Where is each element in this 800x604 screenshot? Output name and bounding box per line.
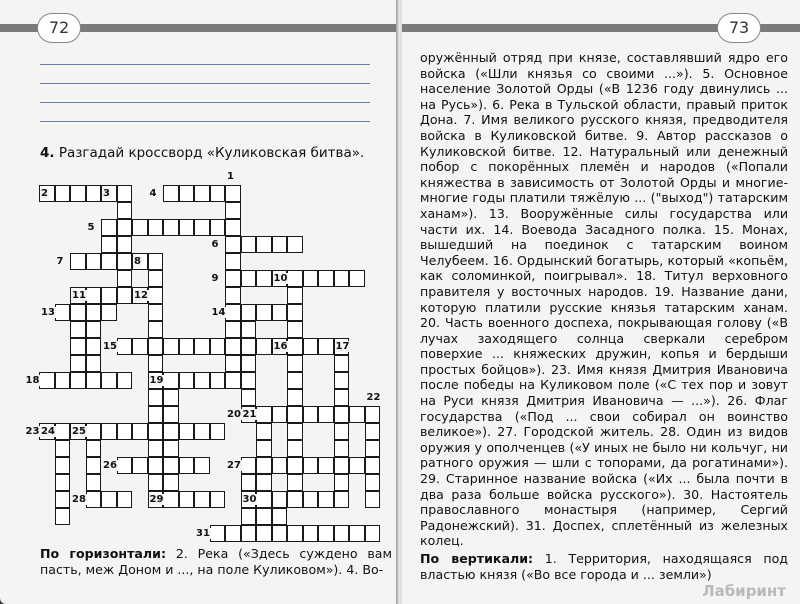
crossword-cell[interactable] [194, 423, 210, 440]
crossword-cell[interactable] [287, 474, 303, 491]
crossword-cell[interactable] [241, 270, 257, 287]
crossword-cell[interactable] [163, 406, 179, 423]
crossword-cell[interactable] [55, 457, 71, 474]
crossword-cell[interactable] [179, 491, 195, 508]
crossword-cell[interactable] [163, 372, 179, 389]
right-page [402, 0, 800, 604]
crossword-number-5: 5 [87, 222, 95, 233]
crossword-cell[interactable] [225, 525, 241, 542]
crossword-cell[interactable] [148, 406, 164, 423]
crossword-number-15: 15 [103, 341, 117, 352]
crossword-cell[interactable] [117, 372, 133, 389]
crossword-cell[interactable] [179, 423, 195, 440]
crossword-cell[interactable] [210, 491, 226, 508]
task-label: 4. [40, 145, 55, 161]
crossword-cell[interactable] [148, 440, 164, 457]
crossword-cell[interactable] [163, 457, 179, 474]
crossword-cell[interactable] [86, 304, 102, 321]
crossword-cell[interactable] [163, 338, 179, 355]
crossword-cell[interactable] [256, 525, 272, 542]
crossword-cell[interactable] [287, 406, 303, 423]
crossword-cell[interactable] [163, 389, 179, 406]
crossword-cell[interactable] [256, 474, 272, 491]
crossword-cell[interactable] [148, 423, 164, 440]
crossword-cell[interactable] [272, 491, 288, 508]
crossword-cell[interactable] [101, 423, 117, 440]
page-number-left: 72 [38, 14, 80, 42]
crossword-number-9: 9 [211, 273, 219, 284]
crossword-cell[interactable] [318, 457, 334, 474]
crossword-cell[interactable] [241, 304, 257, 321]
crossword-cell[interactable] [303, 525, 319, 542]
crossword-cell[interactable] [132, 219, 148, 236]
crossword-cell[interactable] [86, 457, 102, 474]
crossword-cell[interactable] [148, 338, 164, 355]
crossword-number-6: 6 [211, 239, 219, 250]
crossword-cell[interactable] [70, 321, 86, 338]
crossword-cell[interactable] [55, 185, 71, 202]
crossword-cell[interactable] [303, 457, 319, 474]
crossword-number-27: 27 [227, 460, 241, 471]
crossword-cell[interactable] [86, 287, 102, 304]
task-text: Разгадай кроссворд «Куликовская битва». [58, 145, 365, 161]
crossword-cell[interactable] [55, 474, 71, 491]
crossword-cell[interactable] [334, 270, 350, 287]
crossword-number-30: 30 [242, 494, 257, 505]
crossword-cell[interactable] [225, 253, 241, 270]
crossword-cell[interactable] [225, 219, 241, 236]
crossword-cell[interactable] [303, 270, 319, 287]
crossword-cell[interactable] [117, 423, 133, 440]
crossword-cell[interactable] [225, 270, 241, 287]
crossword-cell[interactable] [148, 219, 164, 236]
crossword-cell[interactable] [163, 185, 179, 202]
crossword-cell[interactable] [256, 338, 272, 355]
crossword-cell[interactable] [101, 304, 117, 321]
crossword-cell[interactable] [55, 304, 71, 321]
crossword-number-20: 20 [227, 409, 241, 420]
crossword-cell[interactable] [334, 474, 350, 491]
watermark: Лабиринт [702, 582, 786, 600]
crossword-cell[interactable] [117, 457, 133, 474]
crossword-cell[interactable] [70, 338, 86, 355]
crossword-cell[interactable] [287, 321, 303, 338]
crossword-cell[interactable] [241, 338, 257, 355]
crossword-cell[interactable] [210, 423, 226, 440]
crossword-grid [0, 0, 398, 604]
crossword-number-26: 26 [103, 460, 117, 471]
crossword-cell[interactable] [334, 525, 350, 542]
crossword-cell[interactable] [148, 389, 164, 406]
crossword-cell[interactable] [117, 202, 133, 219]
crossword-cell[interactable] [132, 338, 148, 355]
crossword-cell[interactable] [287, 423, 303, 440]
crossword-number-8: 8 [134, 256, 141, 267]
crossword-cell[interactable] [148, 287, 164, 304]
crossword-cell[interactable] [179, 219, 195, 236]
crossword-cell[interactable] [241, 355, 257, 372]
crossword-cell[interactable] [225, 202, 241, 219]
crossword-cell[interactable] [148, 457, 164, 474]
crossword-cell[interactable] [86, 185, 102, 202]
crossword-cell[interactable] [101, 236, 117, 253]
crossword-cell[interactable] [241, 372, 257, 389]
crossword-cell[interactable] [70, 253, 86, 270]
crossword-number-10: 10 [273, 273, 288, 284]
horizontal-text: 2. Река («Здесь суждено вам пасть, меж Доном и ..., на поле Куликовом»). 4. Во- [40, 546, 392, 577]
crossword-cell[interactable] [225, 321, 241, 338]
crossword-cell[interactable] [101, 372, 117, 389]
clues-continued: оружённый отряд при князе, составлявший ядро его войска («Шли князья со своими ...»). 5. Основное население Золотой Орды («В 1236 году двинулись ... на Русь»). 6. Река в Тульской области, правый приток Дона. 7. Имя великого русского князя, предводителя войска в Куликовской битве. 9. Автор рассказов о Куликовской битве. 12. Натуральный или денежный побор с покорённых племён и народов («Попали княжества в зависимость от Золотой Орды и многие-многие годы платили тяжёлую ... ("выход") татарским ханам»). 13. Вооружённые силы государства или части их. 14. Воевода Засадного полка. 15. Монах, вышедший на поединок с татарским воином Челубеем. 16. Ордынский богатырь, который «копьём, как соломинкой, поигрывал». 18. Титул верховного правителя у восточных народов. 19. Название дани, которую платили русские князья татарским ханам. 20. Часть военного доспеха, покрывающая голову («В лучах заходящего солнца сверкали серебром поверхие ... княжеских дружин, копья и бердыши простых бойцов»). 23. Имя князя Дмитрия Ивановича после победы на Куликовом поле («С тех пор и зовут на Руси князя Дмитрия Ивановича — ...»). 26. Флаг государства («Под ... свои собирал он воинство великое»). 27. Городской житель. 28. Один из видов оружия у ополченцев («У иных не было ни кольчуг, ни ратного оружия — шли с топорами, да рогатинами»). 29. Старинное название войска («Их ... была почти в два раза больше войска русского»). 30. Настоятель православного монастыря (например, Сергий Радонежский). 31. Доспех, сплетённый из железных колец. [420, 50, 788, 549]
crossword-cell[interactable] [256, 508, 272, 525]
crossword-cell[interactable] [163, 423, 179, 440]
crossword-cell[interactable] [117, 236, 133, 253]
crossword-cell[interactable] [303, 338, 319, 355]
crossword-number-29: 29 [149, 494, 164, 505]
crossword-cell[interactable] [117, 270, 133, 287]
crossword-cell[interactable] [256, 406, 272, 423]
crossword-cell[interactable] [287, 440, 303, 457]
crossword-cell[interactable] [179, 457, 195, 474]
crossword-cell[interactable] [101, 219, 117, 236]
crossword-cell[interactable] [148, 474, 164, 491]
crossword-cell[interactable] [225, 304, 241, 321]
crossword-cell[interactable] [241, 389, 257, 406]
crossword-cell[interactable] [225, 355, 241, 372]
crossword-cell[interactable] [303, 491, 319, 508]
crossword-cell[interactable] [210, 219, 226, 236]
crossword-cell[interactable] [365, 440, 381, 457]
crossword-cell[interactable] [39, 372, 55, 389]
crossword-cell[interactable] [86, 423, 102, 440]
crossword-cell[interactable] [163, 491, 179, 508]
vertical-text: 1. Территория, находящаяся под властью князя («Во все города и ... земли») [420, 551, 788, 582]
crossword-cell[interactable] [225, 236, 241, 253]
crossword-cell[interactable] [241, 236, 257, 253]
crossword-cell[interactable] [303, 406, 319, 423]
crossword-number-18: 18 [25, 375, 40, 386]
crossword-cell[interactable] [225, 372, 241, 389]
vertical-label: По вертикали: [420, 551, 534, 566]
crossword-cell[interactable] [256, 236, 272, 253]
crossword-number-4: 4 [149, 188, 157, 199]
crossword-cell[interactable] [272, 406, 288, 423]
crossword-cell[interactable] [318, 491, 334, 508]
crossword-cell[interactable] [349, 406, 365, 423]
crossword-cell[interactable] [365, 525, 381, 542]
crossword-cell[interactable] [55, 491, 71, 508]
crossword-cell[interactable] [55, 440, 71, 457]
crossword-cell[interactable] [194, 372, 210, 389]
crossword-cell[interactable] [210, 372, 226, 389]
vertical-clues [420, 551, 788, 582]
crossword-cell[interactable] [117, 491, 133, 508]
crossword-cell[interactable] [241, 321, 257, 338]
crossword-cell[interactable] [163, 219, 179, 236]
crossword-cell[interactable] [256, 270, 272, 287]
crossword-cell[interactable] [365, 457, 381, 474]
crossword-number-23: 23 [25, 426, 40, 437]
crossword-cell[interactable] [70, 185, 86, 202]
crossword-cell[interactable] [225, 185, 241, 202]
crossword-number-3: 3 [103, 188, 110, 199]
crossword-number-2: 2 [41, 188, 48, 199]
crossword-cell[interactable] [132, 423, 148, 440]
crossword-cell[interactable] [272, 457, 288, 474]
crossword-cell[interactable] [256, 304, 272, 321]
crossword-cell[interactable] [86, 440, 102, 457]
crossword-cell[interactable] [365, 406, 381, 423]
horizontal-clues [40, 546, 392, 577]
crossword-cell[interactable] [86, 355, 102, 372]
crossword-cell[interactable] [318, 406, 334, 423]
crossword-cell[interactable] [55, 508, 71, 525]
crossword-cell[interactable] [349, 525, 365, 542]
crossword-number-7: 7 [56, 256, 64, 267]
crossword-cell[interactable] [318, 525, 334, 542]
crossword-cell[interactable] [101, 491, 117, 508]
header-band [402, 24, 718, 32]
crossword-cell[interactable] [287, 491, 303, 508]
crossword-cell[interactable] [148, 355, 164, 372]
crossword-cell[interactable] [365, 474, 381, 491]
crossword-number-25: 25 [72, 426, 86, 437]
crossword-cell[interactable] [86, 491, 102, 508]
crossword-cell[interactable] [148, 270, 164, 287]
crossword-cell[interactable] [287, 236, 303, 253]
crossword-cell[interactable] [287, 372, 303, 389]
crossword-cell[interactable] [70, 372, 86, 389]
crossword-cell[interactable] [179, 372, 195, 389]
crossword-cell[interactable] [117, 219, 133, 236]
crossword-cell[interactable] [287, 389, 303, 406]
crossword-cell[interactable] [101, 287, 117, 304]
crossword-cell[interactable] [210, 185, 226, 202]
crossword-cell[interactable] [287, 304, 303, 321]
crossword-cell[interactable] [334, 372, 350, 389]
crossword-cell[interactable] [241, 508, 257, 525]
crossword-number-14: 14 [211, 307, 226, 318]
crossword-cell[interactable] [272, 236, 288, 253]
crossword-cell[interactable] [365, 491, 381, 508]
crossword-cell[interactable] [287, 457, 303, 474]
crossword-cell[interactable] [194, 457, 210, 474]
crossword-number-11: 11 [72, 290, 86, 301]
crossword-number-1: 1 [227, 171, 234, 182]
crossword-number-28: 28 [72, 494, 86, 505]
crossword-cell[interactable] [210, 338, 226, 355]
crossword-cell[interactable] [256, 440, 272, 457]
crossword-cell[interactable] [272, 508, 288, 525]
crossword-cell[interactable] [272, 304, 288, 321]
crossword-cell[interactable] [117, 253, 133, 270]
crossword-cell[interactable] [194, 219, 210, 236]
crossword-cell[interactable] [256, 423, 272, 440]
crossword-cell[interactable] [117, 287, 133, 304]
header-band [760, 24, 800, 32]
crossword-cell[interactable] [194, 491, 210, 508]
crossword-cell[interactable] [334, 457, 350, 474]
crossword-cell[interactable] [225, 287, 241, 304]
crossword-cell[interactable] [194, 338, 210, 355]
left-page [0, 0, 398, 604]
crossword-cell[interactable] [334, 406, 350, 423]
crossword-cell[interactable] [132, 457, 148, 474]
crossword-cell[interactable] [318, 270, 334, 287]
crossword-cell[interactable] [256, 457, 272, 474]
crossword-cell[interactable] [179, 338, 195, 355]
crossword-cell[interactable] [55, 423, 71, 440]
crossword-cell[interactable] [349, 457, 365, 474]
crossword-cell[interactable] [86, 253, 102, 270]
crossword-cell[interactable] [101, 253, 117, 270]
crossword-cell[interactable] [287, 270, 303, 287]
crossword-cell[interactable] [163, 440, 179, 457]
crossword-cell[interactable] [256, 491, 272, 508]
crossword-number-21: 21 [242, 409, 257, 420]
crossword-cell[interactable] [194, 185, 210, 202]
horizontal-label: По горизонтали: [40, 546, 167, 561]
crossword-cell[interactable] [241, 474, 257, 491]
crossword-cell[interactable] [86, 474, 102, 491]
crossword-cell[interactable] [210, 525, 226, 542]
crossword-cell[interactable] [334, 440, 350, 457]
crossword-cell[interactable] [148, 253, 164, 270]
crossword-cell[interactable] [117, 338, 133, 355]
crossword-cell[interactable] [70, 304, 86, 321]
crossword-cell[interactable] [86, 372, 102, 389]
crossword-number-12: 12 [134, 290, 148, 301]
crossword-cell[interactable] [179, 185, 195, 202]
crossword-cell[interactable] [148, 304, 164, 321]
crossword-cell[interactable] [117, 185, 133, 202]
crossword-number-24: 24 [41, 426, 55, 437]
crossword-cell[interactable] [334, 355, 350, 372]
crossword-cell[interactable] [163, 474, 179, 491]
crossword-number-17: 17 [335, 341, 350, 352]
page-number-right: 73 [718, 14, 760, 42]
crossword-cell[interactable] [334, 491, 350, 508]
crossword-cell[interactable] [287, 355, 303, 372]
crossword-cell[interactable] [349, 270, 365, 287]
crossword-cell[interactable] [287, 525, 303, 542]
crossword-cell[interactable] [70, 355, 86, 372]
crossword-cell[interactable] [287, 287, 303, 304]
crossword-number-19: 19 [149, 375, 164, 386]
crossword-cell[interactable] [55, 372, 71, 389]
crossword-number-16: 16 [273, 341, 288, 352]
crossword-number-31: 31 [196, 528, 210, 539]
crossword-cell[interactable] [365, 423, 381, 440]
crossword-cell[interactable] [272, 525, 288, 542]
crossword-cell[interactable] [148, 321, 164, 338]
crossword-cell[interactable] [241, 525, 257, 542]
crossword-cell[interactable] [241, 457, 257, 474]
crossword-cell[interactable] [86, 321, 102, 338]
crossword-number-13: 13 [41, 307, 55, 318]
crossword-cell[interactable] [225, 338, 241, 355]
crossword-cell[interactable] [287, 338, 303, 355]
crossword-cell[interactable] [334, 423, 350, 440]
crossword-cell[interactable] [318, 338, 334, 355]
crossword-number-22: 22 [366, 392, 381, 403]
crossword-cell[interactable] [86, 338, 102, 355]
crossword-cell[interactable] [334, 389, 350, 406]
